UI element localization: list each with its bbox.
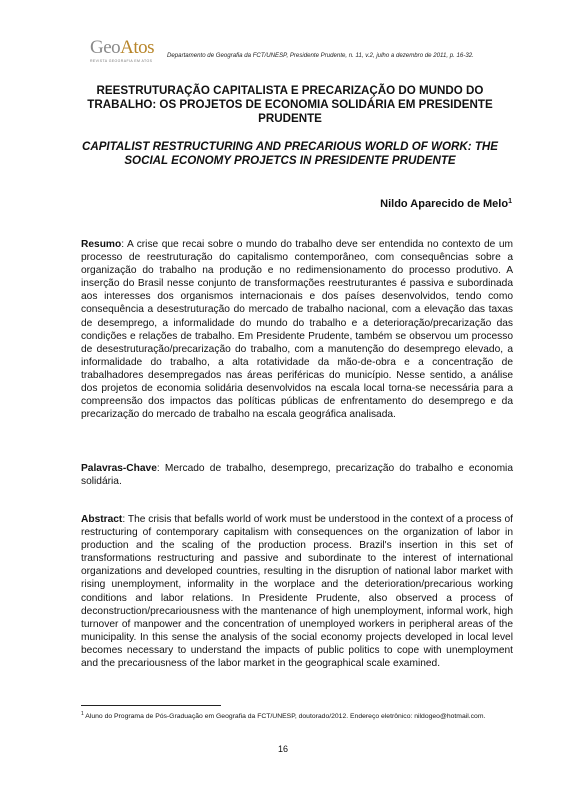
journal-info: Departamento de Geografia da FCT/UNESP, Presidente Prudente, n. 11, v.2, julho a dezembro de 2011, p. 16-32. xyxy=(167,52,474,59)
keywords-text: : Mercado de trabalho, desemprego, precarização do trabalho e economia solidária. xyxy=(81,463,513,488)
footnote xyxy=(81,710,513,721)
logo-subtitle: REVISTA GEOGRAFIA EM ATOS xyxy=(90,59,153,63)
resumo-paragraph xyxy=(81,238,513,421)
title-english: CAPITALIST RESTRUCTURING AND PRECARIOUS WORLD OF WORK: THE SOCIAL ECONOMY PROJETCS IN PRESIDENTE PRUDENTE xyxy=(81,140,499,167)
author-line xyxy=(380,198,512,210)
journal-logo xyxy=(90,38,170,66)
author-name: Nildo Aparecido de Melo xyxy=(380,198,509,210)
keywords-paragraph xyxy=(81,462,513,488)
abstract-text: : The crisis that befalls world of work must be understood in the context of a process of restructuring of contemporary capitalism with consequences on the organization of labor in production and the scaling of the production process. Brazil's insertion in this set of transformations restructuring and passive and subordinate to the interest of international organizations and developed countries, resulting in the disruption of national labor market with rising unemployment, informality in the worplace and the deterioration/precarious working conditions and labor relations. In Presidente Prudente, also observed a process of deconstruction/precariousness with the mantenance of high unemployment, informal work, high turnover of manpower and the concentration of unemployed workers in peripheral areas of the municipality. In this sense the analysis of the social economy projects developed in local level becomes necessary to understand the impacts of public politics to cope with unemployment and the precariousness of the labor market in the geographical scale examined. xyxy=(81,514,513,670)
author-footnote-mark: 1 xyxy=(508,198,512,205)
page-number: 16 xyxy=(277,744,288,754)
logo-part-atos: Atos xyxy=(120,37,155,58)
footnote-divider xyxy=(81,705,221,706)
resumo-text: : A crise que recai sobre o mundo do trabalho deve ser entendida no contexto de um processo de reestruturação do capitalismo contemporâneo, com consequências sobre a organização do trabalho na produção e no redimensionamento do processo produtivo. A inserção do Brasil nesse conjunto de transformações reestruturantes é passiva e subordinada aos interesses dos organismos internacionais e dos países desenvolvidos, tendo como consequência a desestruturação do mercado de trabalho nacional, com a elevação das taxas de desemprego, a informalidade do mundo do trabalho e a deterioração/precarização das condições e relações de trabalho. Em Presidente Prudente, também se observou um processo de desestruturação/precarização do trabalho, com a manutenção do desemprego elevado, a informalidade do trabalho, a alta rotatividade da mão-de-obra e a concentração de trabalhadores desempregados nas áreas periféricas do município. Nesse sentido, a análise dos projetos de economia solidária desenvolvidos na escala local torna-se necessária para a compreensão dos impactos das políticas públicas de enfrentamento do desemprego e da precarização do mercado de trabalho na escala geográfica analisada. xyxy=(81,239,513,421)
logo-part-geo: Geo xyxy=(90,37,121,58)
keywords-label: Palavras-Chave xyxy=(81,463,157,474)
abstract-label: Abstract xyxy=(81,514,123,525)
title-portuguese: REESTRUTURAÇÃO CAPITALISTA E PRECARIZAÇÃO DO MUNDO DO TRABALHO: OS PROJETOS DE ECONOMIA SOLIDÁRIA EM PRESIDENTE PRUDENTE xyxy=(87,84,493,125)
resumo-label: Resumo xyxy=(81,239,122,250)
logo-wordmark xyxy=(90,38,170,58)
abstract-paragraph xyxy=(81,513,513,670)
page-header xyxy=(90,38,530,68)
footnote-text: Aluno do Programa de Pós-Graduação em Geografia da FCT/UNESP, doutorado/2012. Endereço eletrônico: nildogeo@hotmail.com. xyxy=(83,713,486,720)
footnote-mark: 1 xyxy=(81,711,84,717)
